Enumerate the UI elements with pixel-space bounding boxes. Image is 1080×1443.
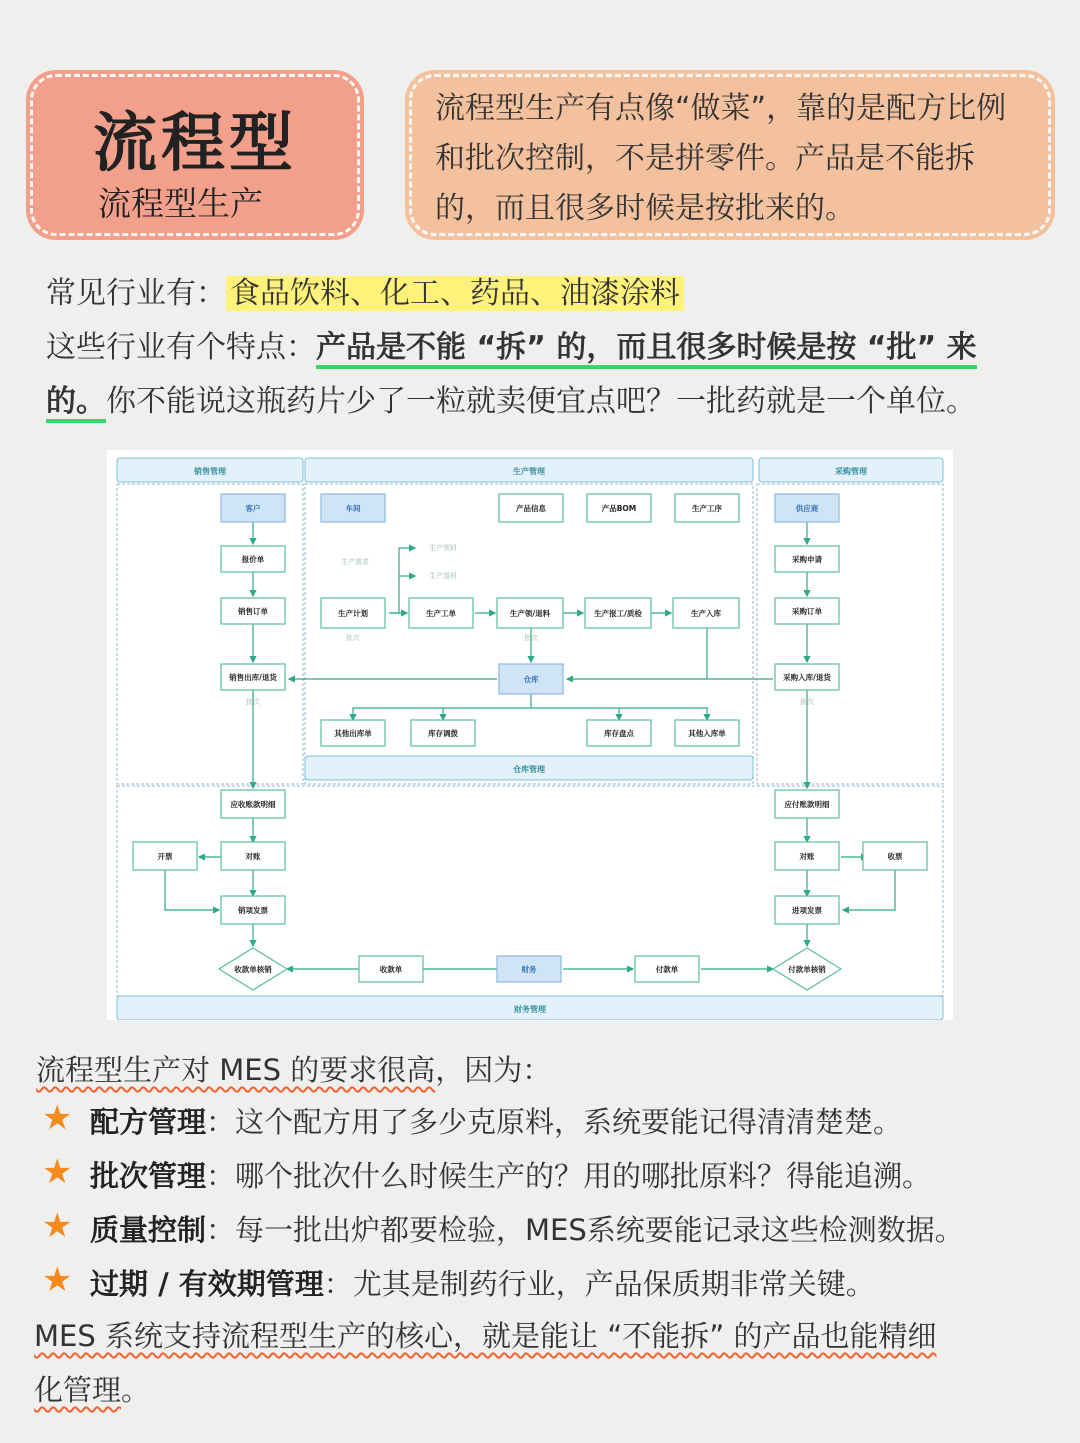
bullet-1-text: ：这个配方用了多少克原料，系统要能记得清清楚楚。 <box>206 1105 903 1139</box>
note-plan: 批次 <box>346 634 360 642</box>
header-finance-label: 财务管理 <box>514 1005 546 1014</box>
feature-label: 这些行业有个特点： <box>46 330 316 365</box>
star-icon: ★ <box>42 1260 73 1300</box>
node-other-out: 其他出库单 <box>334 729 372 738</box>
node-warehouse: 仓库 <box>523 675 539 684</box>
node-receipt-verify: 收款单核销 <box>234 965 272 974</box>
node-sales-invoice: 销项发票 <box>238 906 268 915</box>
node-receipt: 收款单 <box>379 965 403 974</box>
bullet-2-text: ：哪个批次什么时候生产的？用的哪批原料？得能追溯。 <box>206 1159 932 1193</box>
conclusion-line-1 <box>34 1314 936 1355</box>
conclusion-text-1: MES 系统支持流程型生产的核心，就是能让 “不能拆” 的产品也能精细 <box>34 1319 937 1353</box>
star-icon: ★ <box>42 1098 73 1138</box>
node-prod-plan: 生产计划 <box>338 609 368 618</box>
node-prod-demand: 生产需求 <box>341 558 369 566</box>
feature-bold-2: 的。 <box>46 384 106 423</box>
intro-text: 流程型生产有点像“做菜”，靠的是配方比例和批次控制，不是拼零件。产品是不能拆的，而且很多时候是按批来的。 <box>435 91 1007 226</box>
node-workshop: 车间 <box>345 504 361 513</box>
note-purchase: 批次 <box>800 698 814 706</box>
node-sales-order: 销售订单 <box>238 607 268 616</box>
node-pick: 生产领/退料 <box>509 609 551 618</box>
page-title: 流程型 <box>93 107 297 181</box>
node-payment: 付款单 <box>655 965 679 974</box>
page-subtitle: 流程型生产 <box>98 184 263 223</box>
node-customer: 客户 <box>245 504 261 513</box>
node-prod-return: 生产退料 <box>429 572 457 580</box>
feature-line-1 <box>46 322 977 366</box>
conclusion-text-2: 化管理 <box>34 1373 122 1407</box>
node-quote: 报价单 <box>241 555 265 564</box>
header-warehouse-label: 仓库管理 <box>513 765 545 774</box>
node-supplier: 供应商 <box>795 504 819 513</box>
bullet-4 <box>90 1262 875 1303</box>
node-report: 生产报工/质检 <box>594 609 642 618</box>
bullet-2-title: 批次管理 <box>90 1159 207 1193</box>
feature-rest: 你不能说这瓶药片少了一粒就卖便宜点吧？一批药就是一个单位。 <box>106 384 976 419</box>
process-flow-diagram <box>107 450 953 1020</box>
node-sales-out: 销售出库/退货 <box>229 673 277 682</box>
industries-value: 食品饮料、化工、药品、油漆涂料 <box>226 276 684 311</box>
star-icon: ★ <box>42 1152 73 1192</box>
node-product-info: 产品信息 <box>516 504 546 513</box>
industries-line <box>46 268 684 312</box>
node-invoice-open: 开票 <box>157 852 173 861</box>
node-payable: 应付账款明细 <box>784 800 830 809</box>
node-payment-verify: 付款单核销 <box>788 965 826 974</box>
node-reconcile-right: 对账 <box>799 852 815 861</box>
header-production-label: 生产管理 <box>513 467 545 476</box>
mes-intro-text: 流程型生产对 MES 的要求很高 <box>36 1053 436 1087</box>
node-prod-report: 生产领料 <box>429 544 457 552</box>
bullet-3-text: ：每一批出炉都要检验，MES系统要能记录这些检测数据。 <box>206 1213 964 1247</box>
node-process: 生产工序 <box>692 504 722 513</box>
node-receivable: 应收账款明细 <box>230 800 276 809</box>
node-prod-in: 生产入库 <box>691 609 721 618</box>
node-transfer: 库存调拨 <box>428 729 458 738</box>
node-finance: 财务 <box>521 965 537 974</box>
bullet-4-title: 过期 / 有效期管理 <box>90 1267 324 1301</box>
feature-bold-1: 产品是不能 “拆” 的，而且很多时候是按 “批” 来 <box>316 330 977 369</box>
bullet-2 <box>90 1154 931 1195</box>
mes-intro-suffix: ，因为： <box>435 1053 552 1087</box>
note-sales: 批次 <box>246 698 260 706</box>
node-stocktake: 库存盘点 <box>604 729 634 738</box>
mes-intro <box>36 1048 551 1089</box>
star-icon: ★ <box>42 1206 73 1246</box>
node-product-bom: 产品BOM <box>601 504 637 513</box>
conclusion-end: 。 <box>121 1373 151 1407</box>
node-purchase-order: 采购订单 <box>792 607 822 616</box>
header-sales-label: 销售管理 <box>194 467 226 476</box>
node-purchase-req: 采购申请 <box>792 555 822 564</box>
bullet-3 <box>90 1208 964 1249</box>
feature-line-2 <box>46 376 976 420</box>
node-invoice-recv: 收票 <box>887 852 903 861</box>
node-purchase-invoice: 进项发票 <box>792 906 822 915</box>
bullet-4-text: ：尤其是制药行业，产品保质期非常关键。 <box>323 1267 875 1301</box>
bullet-1-title: 配方管理 <box>90 1105 207 1139</box>
conclusion-line-2 <box>34 1368 150 1409</box>
node-reconcile-left: 对账 <box>245 852 261 861</box>
bullet-3-title: 质量控制 <box>90 1213 207 1247</box>
header-purchase-label: 采购管理 <box>835 467 867 476</box>
note-pick: 批次 <box>524 634 538 642</box>
node-other-in: 其他入库单 <box>688 729 726 738</box>
intro-card <box>405 70 1055 240</box>
node-work-order: 生产工单 <box>426 609 456 618</box>
bullet-1 <box>90 1100 902 1141</box>
node-purchase-in: 采购入库/退货 <box>783 673 831 682</box>
title-card <box>26 70 364 240</box>
industries-label: 常见行业有： <box>46 276 226 311</box>
